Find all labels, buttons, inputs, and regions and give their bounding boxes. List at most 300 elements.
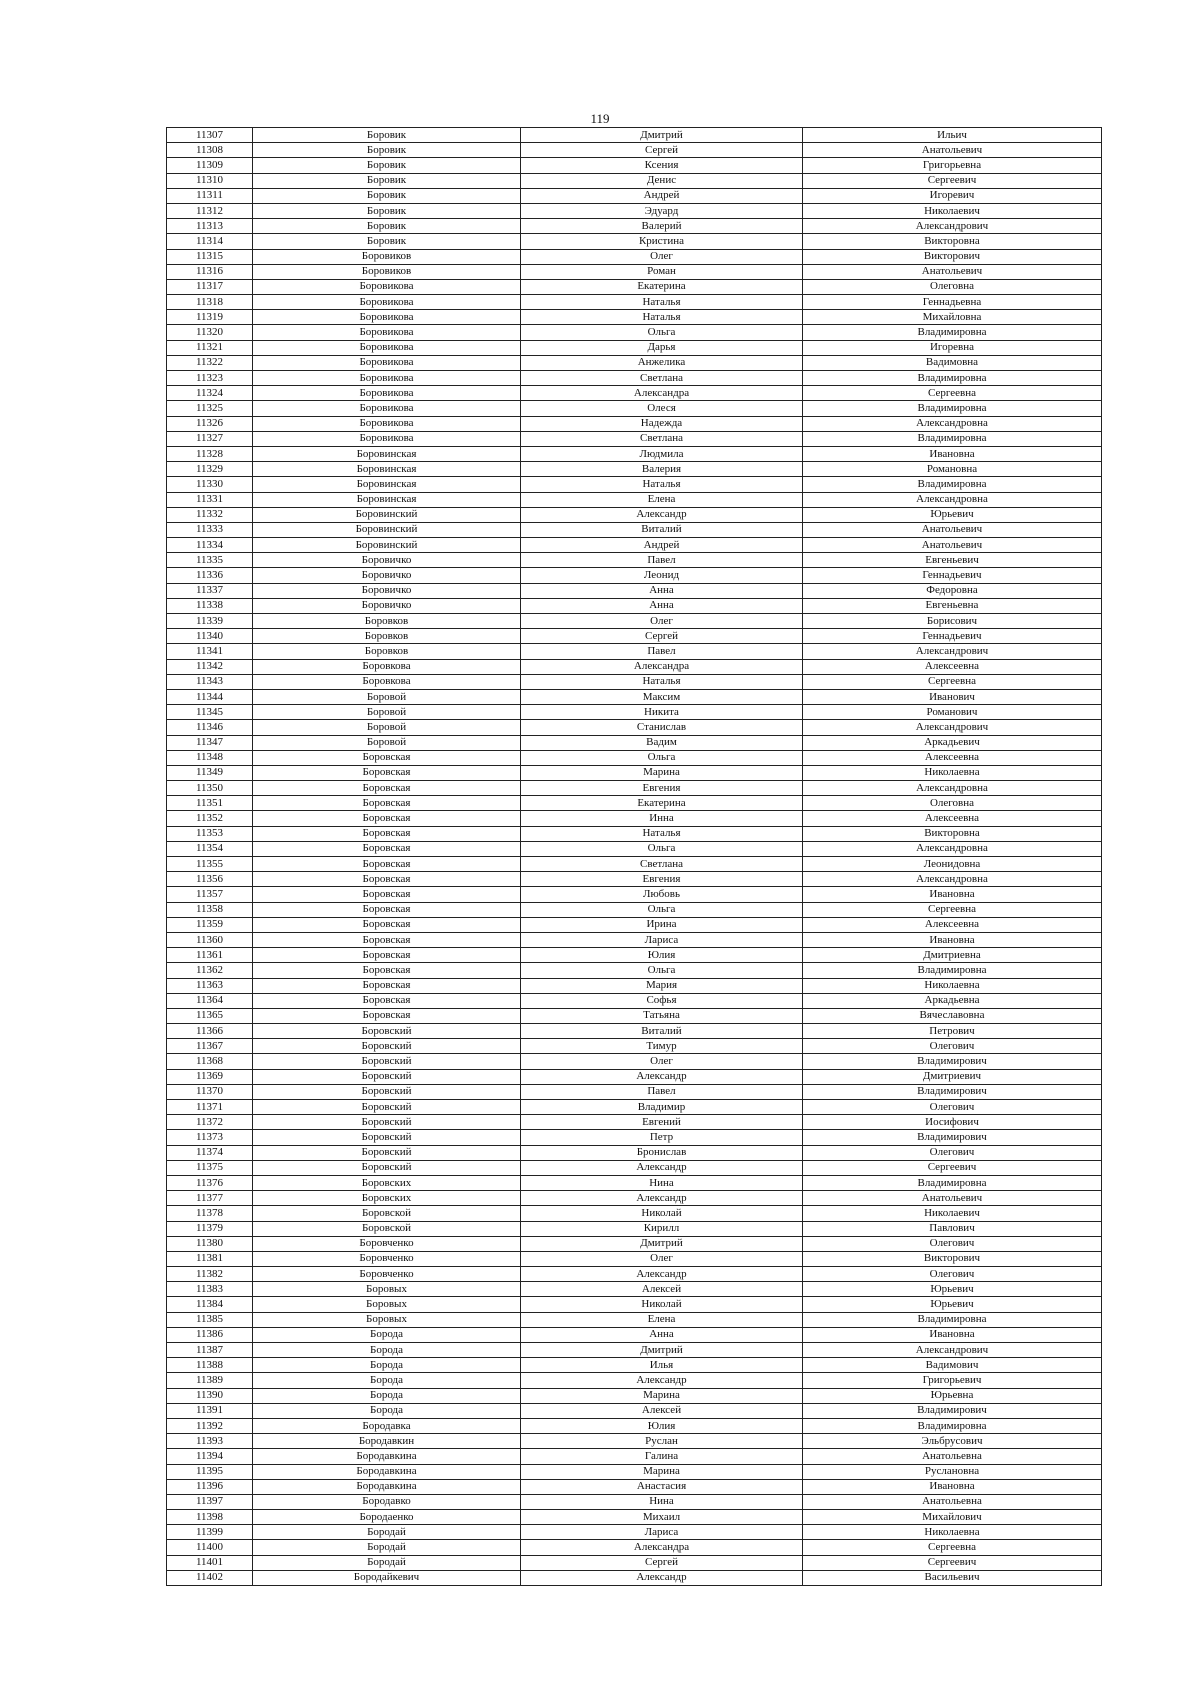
record-number-cell: 11320 — [167, 325, 253, 340]
table-row — [167, 522, 1102, 537]
record-number-cell: 11370 — [167, 1084, 253, 1099]
patronymic-cell: Романовна — [803, 462, 1102, 477]
patronymic-cell: Ивановна — [803, 887, 1102, 902]
surname-cell: Бородавка — [253, 1418, 521, 1433]
patronymic-cell: Геннадьевич — [803, 629, 1102, 644]
surname-cell: Бородай — [253, 1540, 521, 1555]
patronymic-cell: Николаевна — [803, 765, 1102, 780]
patronymic-cell: Олегович — [803, 1236, 1102, 1251]
given-name-cell: Марина — [521, 1388, 803, 1403]
table-row — [167, 188, 1102, 203]
table-row — [167, 1221, 1102, 1236]
surname-cell: Бородавкин — [253, 1434, 521, 1449]
record-number-cell: 11362 — [167, 963, 253, 978]
surname-cell: Боровский — [253, 1160, 521, 1175]
given-name-cell: Вадим — [521, 735, 803, 750]
table-row — [167, 477, 1102, 492]
given-name-cell: Марина — [521, 765, 803, 780]
given-name-cell: Дарья — [521, 340, 803, 355]
table-row — [167, 295, 1102, 310]
table-row — [167, 1191, 1102, 1206]
surname-cell: Боровская — [253, 781, 521, 796]
record-number-cell: 11373 — [167, 1130, 253, 1145]
given-name-cell: Ольга — [521, 963, 803, 978]
patronymic-cell: Дмитриевна — [803, 948, 1102, 963]
given-name-cell: Валерия — [521, 462, 803, 477]
table-row — [167, 310, 1102, 325]
given-name-cell: Андрей — [521, 188, 803, 203]
table-row — [167, 705, 1102, 720]
patronymic-cell: Петрович — [803, 1024, 1102, 1039]
table-row — [167, 614, 1102, 629]
patronymic-cell: Ильич — [803, 128, 1102, 143]
patronymic-cell: Эльбрусович — [803, 1434, 1102, 1449]
record-number-cell: 11364 — [167, 993, 253, 1008]
table-row — [167, 1525, 1102, 1540]
table-row — [167, 1130, 1102, 1145]
record-number-cell: 11393 — [167, 1434, 253, 1449]
given-name-cell: Любовь — [521, 887, 803, 902]
surname-cell: Боровой — [253, 705, 521, 720]
record-number-cell: 11319 — [167, 310, 253, 325]
patronymic-cell: Васильевич — [803, 1570, 1102, 1585]
given-name-cell: Александра — [521, 386, 803, 401]
patronymic-cell: Александрович — [803, 720, 1102, 735]
record-number-cell: 11376 — [167, 1175, 253, 1190]
table-row — [167, 1008, 1102, 1023]
given-name-cell: Ольга — [521, 750, 803, 765]
table-row — [167, 902, 1102, 917]
patronymic-cell: Руслановна — [803, 1464, 1102, 1479]
record-number-cell: 11325 — [167, 401, 253, 416]
surname-cell: Бородавкина — [253, 1479, 521, 1494]
patronymic-cell: Юрьевич — [803, 507, 1102, 522]
surname-cell: Боровинский — [253, 507, 521, 522]
patronymic-cell: Александровна — [803, 841, 1102, 856]
surname-cell: Боровик — [253, 173, 521, 188]
record-number-cell: 11394 — [167, 1449, 253, 1464]
surname-cell: Боровских — [253, 1175, 521, 1190]
table-row — [167, 1236, 1102, 1251]
surname-cell: Боровкова — [253, 674, 521, 689]
surname-cell: Боровик — [253, 143, 521, 158]
table-row — [167, 1297, 1102, 1312]
surname-cell: Бородай — [253, 1555, 521, 1570]
patronymic-cell: Романович — [803, 705, 1102, 720]
record-number-cell: 11382 — [167, 1267, 253, 1282]
surname-cell: Боровой — [253, 689, 521, 704]
given-name-cell: Дмитрий — [521, 1343, 803, 1358]
given-name-cell: Анастасия — [521, 1479, 803, 1494]
record-number-cell: 11309 — [167, 158, 253, 173]
table-row — [167, 963, 1102, 978]
patronymic-cell: Аркадьевна — [803, 993, 1102, 1008]
table-row — [167, 1054, 1102, 1069]
table-row — [167, 401, 1102, 416]
table-row — [167, 371, 1102, 386]
patronymic-cell: Олегович — [803, 1039, 1102, 1054]
patronymic-cell: Борисович — [803, 614, 1102, 629]
patronymic-cell: Ивановна — [803, 932, 1102, 947]
surname-cell: Боровикова — [253, 355, 521, 370]
patronymic-cell: Евгеньевич — [803, 553, 1102, 568]
surname-cell: Борода — [253, 1327, 521, 1342]
surname-cell: Боровикова — [253, 340, 521, 355]
table-row — [167, 1343, 1102, 1358]
record-number-cell: 11317 — [167, 279, 253, 294]
given-name-cell: Марина — [521, 1464, 803, 1479]
patronymic-cell: Олегович — [803, 1100, 1102, 1115]
table-row — [167, 674, 1102, 689]
surname-cell: Боровых — [253, 1282, 521, 1297]
surname-cell: Боровикова — [253, 279, 521, 294]
surname-cell: Боровской — [253, 1206, 521, 1221]
surname-cell: Боровик — [253, 219, 521, 234]
table-row — [167, 143, 1102, 158]
record-number-cell: 11356 — [167, 872, 253, 887]
table-row — [167, 796, 1102, 811]
given-name-cell: Сергей — [521, 629, 803, 644]
surname-cell: Боровский — [253, 1130, 521, 1145]
record-number-cell: 11398 — [167, 1510, 253, 1525]
table-row — [167, 568, 1102, 583]
surname-cell: Боровикова — [253, 416, 521, 431]
patronymic-cell: Владимирович — [803, 1054, 1102, 1069]
table-row — [167, 492, 1102, 507]
given-name-cell: Николай — [521, 1297, 803, 1312]
patronymic-cell: Анатольевна — [803, 1449, 1102, 1464]
record-number-cell: 11347 — [167, 735, 253, 750]
record-number-cell: 11379 — [167, 1221, 253, 1236]
given-name-cell: Анна — [521, 1327, 803, 1342]
patronymic-cell: Владимирович — [803, 1403, 1102, 1418]
table-row — [167, 826, 1102, 841]
patronymic-cell: Александрович — [803, 219, 1102, 234]
record-number-cell: 11343 — [167, 674, 253, 689]
patronymic-cell: Николаевич — [803, 203, 1102, 218]
patronymic-cell: Геннадьевна — [803, 295, 1102, 310]
surname-cell: Боровинская — [253, 492, 521, 507]
patronymic-cell: Владимировна — [803, 371, 1102, 386]
table-row — [167, 1267, 1102, 1282]
record-number-cell: 11387 — [167, 1343, 253, 1358]
table-row — [167, 1145, 1102, 1160]
given-name-cell: Сергей — [521, 1555, 803, 1570]
patronymic-cell: Ивановна — [803, 1479, 1102, 1494]
surname-cell: Боровская — [253, 917, 521, 932]
given-name-cell: Кристина — [521, 234, 803, 249]
table-row — [167, 1175, 1102, 1190]
record-number-cell: 11313 — [167, 219, 253, 234]
patronymic-cell: Юрьевич — [803, 1282, 1102, 1297]
given-name-cell: Роман — [521, 264, 803, 279]
table-row — [167, 948, 1102, 963]
surname-cell: Боровская — [253, 948, 521, 963]
patronymic-cell: Владимировна — [803, 431, 1102, 446]
given-name-cell: Эдуард — [521, 203, 803, 218]
table-row — [167, 1160, 1102, 1175]
table-row — [167, 689, 1102, 704]
given-name-cell: Галина — [521, 1449, 803, 1464]
table-row — [167, 1373, 1102, 1388]
record-number-cell: 11351 — [167, 796, 253, 811]
surname-cell: Боровых — [253, 1312, 521, 1327]
surname-cell: Боровинская — [253, 446, 521, 461]
patronymic-cell: Иванович — [803, 689, 1102, 704]
patronymic-cell: Николаевна — [803, 978, 1102, 993]
given-name-cell: Лариса — [521, 932, 803, 947]
table-row — [167, 917, 1102, 932]
given-name-cell: Андрей — [521, 538, 803, 553]
given-name-cell: Александра — [521, 1540, 803, 1555]
surname-cell: Боровинский — [253, 522, 521, 537]
table-row — [167, 1358, 1102, 1373]
table-row — [167, 1555, 1102, 1570]
record-number-cell: 11341 — [167, 644, 253, 659]
table-row — [167, 629, 1102, 644]
surname-cell: Боровская — [253, 857, 521, 872]
record-number-cell: 11345 — [167, 705, 253, 720]
patronymic-cell: Алексеевна — [803, 917, 1102, 932]
patronymic-cell: Павлович — [803, 1221, 1102, 1236]
surname-cell: Боровичко — [253, 553, 521, 568]
surname-cell: Боровикова — [253, 371, 521, 386]
record-number-cell: 11397 — [167, 1494, 253, 1509]
given-name-cell: Юлия — [521, 948, 803, 963]
table-row — [167, 431, 1102, 446]
given-name-cell: Дмитрий — [521, 1236, 803, 1251]
surname-cell: Боровинская — [253, 462, 521, 477]
surname-cell: Боровикова — [253, 431, 521, 446]
surname-cell: Боровиков — [253, 264, 521, 279]
patronymic-cell: Сергеевич — [803, 1160, 1102, 1175]
given-name-cell: Станислав — [521, 720, 803, 735]
patronymic-cell: Вячеславовна — [803, 1008, 1102, 1023]
patronymic-cell: Александровна — [803, 872, 1102, 887]
surname-cell: Боровков — [253, 629, 521, 644]
given-name-cell: Ольга — [521, 902, 803, 917]
surname-cell: Боровченко — [253, 1267, 521, 1282]
record-number-cell: 11316 — [167, 264, 253, 279]
patronymic-cell: Григорьевич — [803, 1373, 1102, 1388]
record-number-cell: 11315 — [167, 249, 253, 264]
table-row — [167, 1084, 1102, 1099]
surname-cell: Боровик — [253, 203, 521, 218]
record-number-cell: 11333 — [167, 522, 253, 537]
record-number-cell: 11337 — [167, 583, 253, 598]
patronymic-cell: Александровна — [803, 781, 1102, 796]
record-number-cell: 11380 — [167, 1236, 253, 1251]
patronymic-cell: Ивановна — [803, 446, 1102, 461]
surname-cell: Боровский — [253, 1069, 521, 1084]
patronymic-cell: Федоровна — [803, 583, 1102, 598]
patronymic-cell: Владимировна — [803, 1418, 1102, 1433]
surname-cell: Боровских — [253, 1191, 521, 1206]
given-name-cell: Бронислав — [521, 1145, 803, 1160]
record-number-cell: 11326 — [167, 416, 253, 431]
given-name-cell: Олег — [521, 1251, 803, 1266]
record-number-cell: 11390 — [167, 1388, 253, 1403]
surname-cell: Боровская — [253, 902, 521, 917]
patronymic-cell: Олеговна — [803, 796, 1102, 811]
given-name-cell: Екатерина — [521, 796, 803, 811]
record-number-cell: 11372 — [167, 1115, 253, 1130]
patronymic-cell: Ивановна — [803, 1327, 1102, 1342]
given-name-cell: Алексей — [521, 1403, 803, 1418]
surname-cell: Боровиков — [253, 249, 521, 264]
table-row — [167, 1403, 1102, 1418]
patronymic-cell: Иосифович — [803, 1115, 1102, 1130]
record-number-cell: 11352 — [167, 811, 253, 826]
record-number-cell: 11360 — [167, 932, 253, 947]
given-name-cell: Павел — [521, 644, 803, 659]
given-name-cell: Инна — [521, 811, 803, 826]
record-number-cell: 11389 — [167, 1373, 253, 1388]
patronymic-cell: Владимирович — [803, 1084, 1102, 1099]
table-row — [167, 1464, 1102, 1479]
record-number-cell: 11359 — [167, 917, 253, 932]
record-number-cell: 11323 — [167, 371, 253, 386]
patronymic-cell: Юрьевна — [803, 1388, 1102, 1403]
patronymic-cell: Вадимович — [803, 1358, 1102, 1373]
table-row — [167, 279, 1102, 294]
patronymic-cell: Михайлович — [803, 1510, 1102, 1525]
record-number-cell: 11312 — [167, 203, 253, 218]
given-name-cell: Денис — [521, 173, 803, 188]
surname-cell: Боровская — [253, 765, 521, 780]
given-name-cell: Максим — [521, 689, 803, 704]
record-number-cell: 11377 — [167, 1191, 253, 1206]
patronymic-cell: Александрович — [803, 1343, 1102, 1358]
table-row — [167, 416, 1102, 431]
surname-cell: Борода — [253, 1358, 521, 1373]
surname-cell: Боровков — [253, 614, 521, 629]
record-number-cell: 11358 — [167, 902, 253, 917]
record-number-cell: 11361 — [167, 948, 253, 963]
patronymic-cell: Сергеевич — [803, 1555, 1102, 1570]
table-row — [167, 355, 1102, 370]
table-row — [167, 750, 1102, 765]
given-name-cell: Мария — [521, 978, 803, 993]
table-row — [167, 507, 1102, 522]
roster-table — [166, 127, 1102, 1586]
record-number-cell: 11332 — [167, 507, 253, 522]
given-name-cell: Екатерина — [521, 279, 803, 294]
table-row — [167, 1388, 1102, 1403]
given-name-cell: Илья — [521, 1358, 803, 1373]
record-number-cell: 11339 — [167, 614, 253, 629]
patronymic-cell: Михайловна — [803, 310, 1102, 325]
patronymic-cell: Владимировна — [803, 1175, 1102, 1190]
table-row — [167, 978, 1102, 993]
given-name-cell: Николай — [521, 1206, 803, 1221]
patronymic-cell: Александровна — [803, 492, 1102, 507]
record-number-cell: 11340 — [167, 629, 253, 644]
surname-cell: Бородавко — [253, 1494, 521, 1509]
surname-cell: Боровичко — [253, 598, 521, 613]
given-name-cell: Елена — [521, 492, 803, 507]
patronymic-cell: Владимировна — [803, 1312, 1102, 1327]
table-row — [167, 1282, 1102, 1297]
surname-cell: Бородаенко — [253, 1510, 521, 1525]
record-number-cell: 11375 — [167, 1160, 253, 1175]
patronymic-cell: Сергеевна — [803, 674, 1102, 689]
given-name-cell: Анна — [521, 598, 803, 613]
given-name-cell: Светлана — [521, 431, 803, 446]
record-number-cell: 11392 — [167, 1418, 253, 1433]
surname-cell: Бородавкина — [253, 1449, 521, 1464]
surname-cell: Боровикова — [253, 310, 521, 325]
record-number-cell: 11363 — [167, 978, 253, 993]
table-row — [167, 386, 1102, 401]
record-number-cell: 11318 — [167, 295, 253, 310]
patronymic-cell: Анатольевич — [803, 522, 1102, 537]
table-row — [167, 1039, 1102, 1054]
table-row — [167, 1312, 1102, 1327]
table-row — [167, 1206, 1102, 1221]
table-row — [167, 264, 1102, 279]
record-number-cell: 11329 — [167, 462, 253, 477]
table-row — [167, 173, 1102, 188]
surname-cell: Бородай — [253, 1525, 521, 1540]
record-number-cell: 11346 — [167, 720, 253, 735]
record-number-cell: 11368 — [167, 1054, 253, 1069]
patronymic-cell: Николаевна — [803, 1525, 1102, 1540]
given-name-cell: Наталья — [521, 477, 803, 492]
record-number-cell: 11402 — [167, 1570, 253, 1585]
patronymic-cell: Евгеньевна — [803, 598, 1102, 613]
record-number-cell: 11374 — [167, 1145, 253, 1160]
given-name-cell: Ольга — [521, 841, 803, 856]
record-number-cell: 11353 — [167, 826, 253, 841]
patronymic-cell: Аркадьевич — [803, 735, 1102, 750]
given-name-cell: Нина — [521, 1175, 803, 1190]
roster-body — [167, 128, 1102, 1586]
patronymic-cell: Владимировна — [803, 401, 1102, 416]
surname-cell: Боровичко — [253, 583, 521, 598]
patronymic-cell: Александрович — [803, 644, 1102, 659]
given-name-cell: Светлана — [521, 857, 803, 872]
given-name-cell: Кирилл — [521, 1221, 803, 1236]
surname-cell: Боровик — [253, 158, 521, 173]
table-row — [167, 932, 1102, 947]
given-name-cell: Татьяна — [521, 1008, 803, 1023]
table-row — [167, 446, 1102, 461]
surname-cell: Боровский — [253, 1100, 521, 1115]
patronymic-cell: Игоревна — [803, 340, 1102, 355]
given-name-cell: Евгения — [521, 781, 803, 796]
given-name-cell: Александр — [521, 1160, 803, 1175]
record-number-cell: 11388 — [167, 1358, 253, 1373]
record-number-cell: 11383 — [167, 1282, 253, 1297]
patronymic-cell: Григорьевна — [803, 158, 1102, 173]
record-number-cell: 11324 — [167, 386, 253, 401]
table-row — [167, 872, 1102, 887]
given-name-cell: Наталья — [521, 310, 803, 325]
given-name-cell: Владимир — [521, 1100, 803, 1115]
record-number-cell: 11330 — [167, 477, 253, 492]
surname-cell: Боровская — [253, 1008, 521, 1023]
surname-cell: Боровская — [253, 993, 521, 1008]
patronymic-cell: Алексеевна — [803, 811, 1102, 826]
record-number-cell: 11399 — [167, 1525, 253, 1540]
record-number-cell: 11327 — [167, 431, 253, 446]
surname-cell: Боровик — [253, 128, 521, 143]
surname-cell: Боровик — [253, 188, 521, 203]
table-row — [167, 857, 1102, 872]
surname-cell: Боровская — [253, 963, 521, 978]
surname-cell: Боровской — [253, 1221, 521, 1236]
